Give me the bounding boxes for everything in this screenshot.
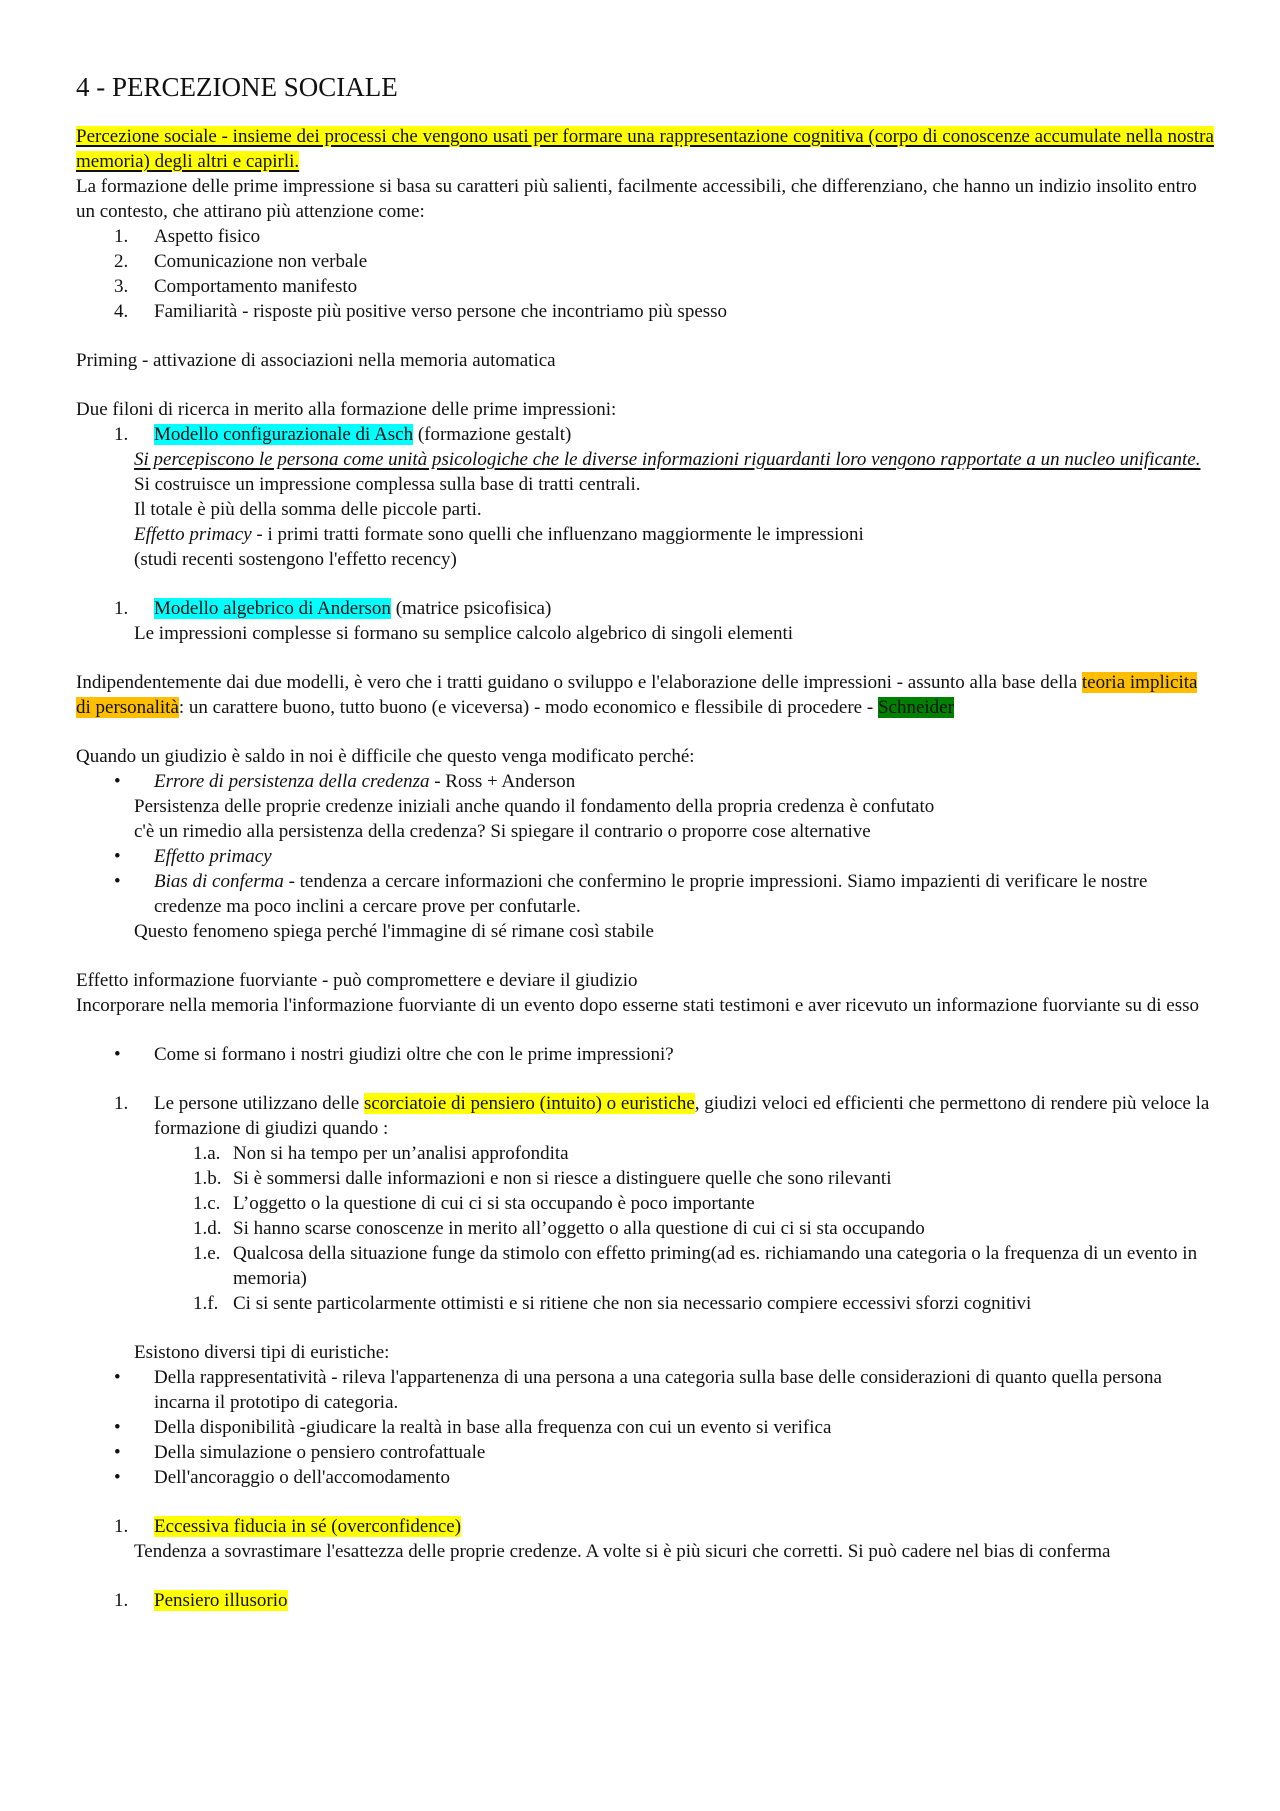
page-title: 4 - PERCEZIONE SOCIALE [76,72,398,102]
illusorio-item: 1. Pensiero illusorio [114,1590,288,1611]
schneider-highlight: Schneider [877,697,954,718]
bullet-item: • Errore di persistenza della credenza - Ross + Anderson [114,771,576,792]
euristiche-sublist [76,1141,1216,1316]
overconfidence-highlight: Eccessiva fiducia in sé (overconfidence) [154,1516,462,1537]
asch-model-item: 1. Modello configurazionale di Asch (formazione gestalt) [114,424,572,445]
intro-paragraph: La formazione delle prime impressione si basa su caratteri più salienti, facilmente accessibili, che differenziano, che hanno un indizio insolito entro un contesto, che attirano più attenzione come: [76,176,1197,222]
features-list [76,224,1216,324]
list-item: 1.d. Si hanno scarse conoscenze in merito all’oggetto o alla questione di cui ci si sta occupando [193,1218,925,1239]
fuorviante-text: Incorporare nella memoria l'informazione fuorviante di un evento dopo esserne stati testimoni e aver ricevuto un informazione fuorviante su di esso [76,995,1199,1016]
independent-paragraph: Indipendentemente dai due modelli, è vero che i tratti guidano o sviluppo e l'elaborazione delle impressioni - assunto alla base della teoria implicita di personalità: un carattere buono, tutto buono (e viceversa) - modo economico e flessibile di procedere - Schneider [76,672,1198,718]
asch-italic-text: Si percepiscono le persona come unità psicologiche che le diverse informazioni riguardanti loro vengono rapportate a un nucleo unificante. [134,449,1201,470]
bullet-item: • Della rappresentatività - rileva l'appartenenza di una persona a una categoria sulla base delle considerazioni di quanto quella persona incarna il prototipo di categoria. [114,1367,1162,1413]
bullet-item: • Bias di conferma - tendenza a cercare informazioni che confermino le proprie impressioni. Siamo impazienti di verificare le nostre credenze ma poco inclini a cercare prove per confutarle. [114,871,1148,917]
definition-paragraph [76,124,1216,174]
euristiche-item: 1. Le persone utilizzano delle scorciatoie di pensiero (intuito) o euristiche, giudizi veloci ed efficienti che permettono di rendere più veloce la formazione di giudizi quando : [114,1093,1210,1139]
bullet-item: • Della disponibilità -giudicare la realtà in base alla frequenza con cui un evento si verifica [114,1417,832,1438]
bullet-item: • Effetto primacy [114,846,272,867]
illusorio-highlight: Pensiero illusorio [154,1590,288,1611]
fuorviante-title: Effetto informazione fuorviante - può compromettere e deviare il giudizio [76,970,638,991]
bullet-item: • Della simulazione o pensiero controfattuale [114,1442,486,1463]
anderson-model-item: 1. Modello algebrico di Anderson (matrice psicofisica) [114,598,552,619]
list-item: 1.e. Qualcosa della situazione funge da stimolo con effetto priming(ad es. richiamando una categoria o la frequenza di un evento in memoria) [193,1243,1198,1289]
teoria-highlight: teoria implicita di personalità [76,672,1198,718]
priming-paragraph: Priming - attivazione di associazioni nella memoria automatica [76,350,556,371]
euristiche-highlight: scorciatoie di pensiero (intuito) o euristiche [363,1093,695,1114]
list-item: 1.a. Non si ha tempo per un’analisi approfondita [193,1143,569,1164]
list-item: 3. Comportamento manifesto [114,276,358,297]
overconfidence-item: 1. Eccessiva fiducia in sé (overconfidence) [114,1516,462,1537]
list-item: 2. Comunicazione non verbale [114,251,368,272]
list-item: 1.b. Si è sommersi dalle informazioni e non si riesce a distinguere quelle che sono rilevanti [193,1168,892,1189]
question-bullet: • Come si formano i nostri giudizi oltre che con le prime impressioni? [114,1044,674,1065]
giudizio-intro: Quando un giudizio è saldo in noi è difficile che questo venga modificato perché: [76,746,695,767]
anderson-model-name: Modello algebrico di Anderson [154,598,391,619]
list-item: 1.f. Ci si sente particolarmente ottimisti e si ritiene che non sia necessario compiere eccessivi sforzi cognitivi [193,1293,1032,1314]
primacy-line: Effetto primacy - i primi tratti formate sono quelli che influenzano maggiormente le impressioni [134,524,864,545]
tipi-intro: Esistono diversi tipi di euristiche: [134,1342,390,1363]
document-page: 4 - PERCEZIONE SOCIALE Percezione sociale - insieme dei processi che vengono usati per formare una rappresentazione cognitiva (corpo di conoscenze accumulate nella nostra memoria) degli altri e capirli. La formazione delle prime impressione si basa su caratteri più salienti, facilmente accessibili, che differenziano, che hanno un indizio insolito entro un contesto, che attirano più attenzione come: 1. Aspetto fisico 2. Comunicazione non verbale 3. Comportamento manifesto 4. Familiarità - risposte più positive verso persone che incontriamo più spesso Priming - attivazione di associazioni nella memoria automatica Due filoni di ricerca in merito alla formazione delle prime impressioni: 1. Modello configurazionale di Asch (formazione gestalt) Si percepiscono le persona come unità psicologiche che le diverse informazioni riguardanti loro vengono rapportate a un nucleo unificante. Si costruisce un impressione complessa sulla base di tratti centrali. Il totale è più della somma delle piccole parti. Effetto primacy - i primi tratti formate sono quelli che influenzano maggiormente le impressioni (studi recenti sostengono l'effetto recency) 1. Modello algebrico di Anderson (matrice psicofisica) Le impressioni complesse si formano su semplice calcolo algebrico di singoli elementi Indipendentemente dai due modelli, è vero che i tratti guidano o sviluppo e l'elaborazione delle impressioni - assunto alla base della teoria implicita di personalità: un carattere buono, tutto buono (e viceversa) - modo economico e flessibile di procedere - Schneider Quando un giudizio è saldo in noi è difficile che questo venga modificato perché: • Errore di persistenza della credenza - Ross + Anderson Persistenza delle proprie credenze iniziali anche quando il fondamento della propria credenza è confutato c'è un rimedio alla persistenza della credenza? Si spiegare il contrario o proporre cose alternative • Effetto primacy • Bias di conferma - tendenza a cercare informazioni che confermino le proprie impressioni. Siamo impazienti di verificare le nostre credenze ma poco inclini a cercare prove per confutarle. Questo fenomeno spiega perché l'immagine di sé rimane così stabile Effetto informazione fuorviante - può compromettere e deviare il giudizio Incorporare nella memoria l'informazione fuorviante di un evento dopo esserne stati testimoni e aver ricevuto un informazione fuorviante su di esso • Come si formano i nostri giudizi oltre che con le prime impressioni? 1. Le persone utilizzano delle scorciatoie di pensiero (intuito) o euristiche, giudizi veloci ed efficienti che permettono di rendere più veloce la formazione di giudizi quando : 1.a. Non si ha tempo per un’analisi approfondita 1.b. Si è sommersi dalle informazioni e non si riesce a distinguere quelle che sono rilevanti 1.c. L’oggetto o la questione di cui ci si sta occupando è poco importante 1.d. Si hanno scarse conoscenze in merito all’oggetto o alla questione di cui ci si sta occupando 1.e. Qualcosa della situazione funge da stimolo con effetto priming(ad es. richiamando una categoria o la frequenza di un evento in memoria) 1.f. Ci si sente particolarmente ottimisti e si ritiene che non sia necessario compiere eccessivi sforzi cognitivi Esistono diversi tipi di euristiche: • Della rappresentatività - rileva l'appartenenza di una persona a una categoria sulla base delle considerazioni di quanto quella persona incarna il prototipo di categoria. • Della disponibilità -giudicare la realtà in base alla frequenza con cui un evento si verifica • Della simulazione o pensiero controfattuale • Dell'ancoraggio o dell'accomodamento 1. Eccessiva fiducia in sé (overconfidence) Tendenza a sovrastimare l'esattezza delle proprie credenze. A volte si è più sicuri che corretti. Si può cadere nel bias di conferma 1. Pensiero illusorio [76,70,1216,1613]
asch-model-name: Modello configurazionale di Asch [154,424,414,445]
list-item: 4. Familiarità - risposte più positive verso persone che incontriamo più spesso [114,301,728,322]
asch-details: Si percepiscono le persona come unità psicologiche che le diverse informazioni riguardanti loro vengono rapportate a un nucleo unificante. Si costruisce un impressione complessa sulla base di tratti centrali. Il totale è più della somma delle piccole parti. Effetto primacy - i primi tratti formate sono quelli che influenzano maggiormente le impressioni (studi recenti sostengono l'effetto recency) [76,447,1216,572]
bullet-item: • Dell'ancoraggio o dell'accomodamento [114,1467,450,1488]
definition-highlight: Percezione sociale - insieme dei processi che vengono usati per formare una rappresentazione cognitiva (corpo di conoscenze accumulate nella nostra memoria) degli altri e capirli. [76,126,1214,172]
list-item: 1. Aspetto fisico [114,226,261,247]
list-item: 1.c. L’oggetto o la questione di cui ci si sta occupando è poco importante [193,1193,755,1214]
filoni-intro: Due filoni di ricerca in merito alla formazione delle prime impressioni: [76,399,617,420]
